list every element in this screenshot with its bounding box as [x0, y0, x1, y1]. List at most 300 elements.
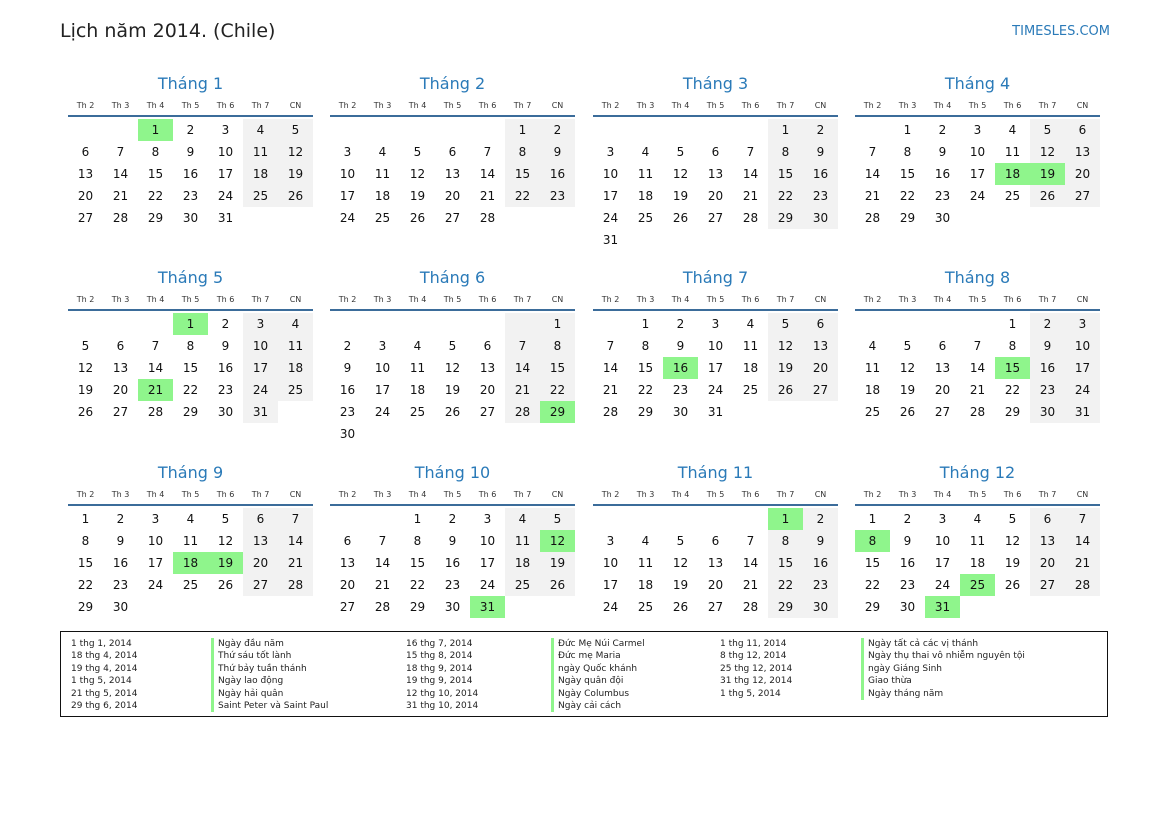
empty-cell [733, 119, 768, 141]
day-cell: 24 [479, 578, 496, 592]
weekday-label: Th 2 [338, 101, 357, 110]
weekday-label: Th 3 [111, 101, 130, 110]
weekday-label: Th 6 [216, 490, 235, 499]
month-block [855, 267, 1100, 423]
empty-cell [68, 313, 103, 335]
day-cell: 16 [182, 167, 199, 181]
weekday-label: Th 7 [776, 490, 795, 499]
empty-cell [505, 207, 540, 229]
day-cell: 9 [1030, 335, 1065, 357]
week-row [330, 552, 575, 574]
empty-cell [768, 229, 803, 251]
day-cell: 29 [637, 405, 654, 419]
day-cell: 9 [540, 141, 575, 163]
weekday-header [593, 291, 838, 308]
day-cell: 23 [803, 185, 838, 207]
day-cell: 28 [742, 600, 759, 614]
day-cell: 17 [243, 357, 278, 379]
weekday-label: Th 6 [1003, 295, 1022, 304]
day-cell: 24 [339, 211, 356, 225]
day-cell: 7 [1065, 508, 1100, 530]
day-cell: 18 [409, 383, 426, 397]
day-cell: 27 [1065, 185, 1100, 207]
day-cell: 27 [339, 600, 356, 614]
day-cell: 18 [374, 189, 391, 203]
holiday-day-cell: 1 [768, 508, 803, 530]
day-cell: 15 [899, 167, 916, 181]
day-cell: 18 [742, 361, 759, 375]
day-cell: 22 [637, 383, 654, 397]
day-cell: 2 [803, 119, 838, 141]
legend-holiday-name: Thứ bảy tuần thánh [211, 663, 328, 675]
day-cell: 6 [803, 313, 838, 335]
day-cell: 27 [479, 405, 496, 419]
empty-cell [890, 313, 925, 335]
week-row [68, 207, 313, 229]
week-row [593, 119, 838, 141]
legend-holiday-name: Saint Peter và Saint Paul [211, 700, 328, 712]
weekday-label: Th 3 [898, 490, 917, 499]
day-cell: 21 [602, 383, 619, 397]
weekday-label: Th 2 [863, 490, 882, 499]
day-cell: 20 [77, 189, 94, 203]
day-cell: 17 [1065, 357, 1100, 379]
day-cell: 31 [602, 233, 619, 247]
month-title: Tháng 6 [419, 268, 486, 287]
day-cell: 27 [707, 211, 724, 225]
day-cell: 23 [672, 383, 689, 397]
day-cell: 4 [641, 534, 650, 548]
month-block [68, 462, 313, 618]
day-cell: 10 [217, 145, 234, 159]
weekday-label: Th 2 [601, 101, 620, 110]
day-cell: 23 [899, 578, 916, 592]
day-cell: 4 [278, 313, 313, 335]
header-rule [68, 504, 313, 506]
day-cell: 16 [444, 556, 461, 570]
day-cell: 2 [540, 119, 575, 141]
day-cell: 22 [147, 189, 164, 203]
day-cell: 21 [742, 578, 759, 592]
week-row [593, 141, 838, 163]
week-row [68, 335, 313, 357]
weekday-label: Th 7 [1038, 490, 1057, 499]
weekday-label: Th 6 [1003, 490, 1022, 499]
day-cell: 12 [672, 167, 689, 181]
month-title: Tháng 3 [682, 74, 749, 93]
day-cell: 19 [278, 163, 313, 185]
legend-dates-col-3 [720, 638, 792, 700]
day-cell: 22 [182, 383, 199, 397]
day-cell: 5 [676, 145, 685, 159]
header-rule [593, 115, 838, 117]
day-cell: 8 [903, 145, 912, 159]
day-cell: 20 [479, 383, 496, 397]
day-cell: 14 [742, 167, 759, 181]
day-cell: 18 [505, 552, 540, 574]
day-cell: 19 [672, 578, 689, 592]
day-cell: 24 [969, 189, 986, 203]
month-title: Tháng 1 [157, 74, 224, 93]
week-row [330, 574, 575, 596]
week-row [855, 141, 1100, 163]
day-cell: 17 [479, 556, 496, 570]
day-cell: 9 [903, 534, 912, 548]
month-title: Tháng 2 [419, 74, 486, 93]
empty-cell [960, 207, 995, 229]
day-cell: 8 [151, 145, 160, 159]
day-cell: 6 [711, 534, 720, 548]
day-cell: 16 [899, 556, 916, 570]
day-cell: 1 [768, 119, 803, 141]
empty-cell [435, 119, 470, 141]
day-cell: 6 [116, 339, 125, 353]
weekday-label: Th 5 [181, 295, 200, 304]
day-cell: 29 [768, 596, 803, 618]
empty-cell [628, 508, 663, 530]
day-cell: 17 [969, 167, 986, 181]
day-cell: 5 [278, 119, 313, 141]
site-link[interactable]: TIMESLES.COM [1012, 24, 1110, 39]
day-cell: 23 [444, 578, 461, 592]
day-cell: 7 [378, 534, 387, 548]
weekday-label: Th 3 [373, 101, 392, 110]
day-cell: 14 [112, 167, 129, 181]
day-cell: 11 [243, 141, 278, 163]
day-cell: 31 [243, 401, 278, 423]
day-cell: 4 [243, 119, 278, 141]
holiday-day-cell: 15 [995, 357, 1030, 379]
day-cell: 20 [707, 189, 724, 203]
day-cell: 24 [602, 211, 619, 225]
day-cell: 4 [186, 512, 195, 526]
day-cell: 8 [505, 141, 540, 163]
day-cell: 28 [505, 401, 540, 423]
legend-holiday-name: ngày Quốc khánh [551, 663, 645, 675]
empty-cell [1065, 207, 1100, 229]
day-cell: 17 [707, 361, 724, 375]
day-cell: 25 [637, 211, 654, 225]
empty-cell [593, 119, 628, 141]
day-cell: 30 [672, 405, 689, 419]
day-cell: 7 [116, 145, 125, 159]
week-row [855, 335, 1100, 357]
weekday-label: CN [1076, 490, 1089, 499]
day-cell: 31 [1065, 401, 1100, 423]
day-cell: 26 [409, 211, 426, 225]
holiday-day-cell: 18 [173, 552, 208, 574]
day-cell: 13 [707, 556, 724, 570]
empty-cell [208, 596, 243, 618]
day-cell: 14 [505, 357, 540, 379]
day-cell: 11 [182, 534, 199, 548]
day-cell: 23 [182, 189, 199, 203]
weekday-header [855, 291, 1100, 308]
empty-cell [435, 313, 470, 335]
day-cell: 15 [409, 556, 426, 570]
legend-date: 15 thg 8, 2014 [406, 651, 473, 662]
month-title: Tháng 10 [414, 463, 491, 482]
weekday-label: Th 5 [706, 490, 725, 499]
empty-cell [698, 508, 733, 530]
day-cell: 6 [81, 145, 90, 159]
empty-cell [663, 119, 698, 141]
week-row [855, 163, 1100, 185]
day-cell: 2 [343, 339, 352, 353]
empty-cell [505, 313, 540, 335]
legend-holiday-name: Ngày đầu năm [211, 638, 328, 650]
month-block [593, 267, 838, 423]
day-cell: 2 [803, 508, 838, 530]
week-row [330, 530, 575, 552]
day-cell: 26 [444, 405, 461, 419]
legend-date: 25 thg 12, 2014 [720, 663, 793, 674]
empty-cell [505, 423, 540, 445]
empty-cell [1030, 596, 1065, 618]
day-cell: 14 [969, 361, 986, 375]
weekday-header [330, 486, 575, 503]
header-rule [855, 309, 1100, 311]
legend-names-col-2 [551, 638, 645, 712]
legend-holiday-name: Ngày tất cả các vị thánh [861, 638, 1025, 650]
day-cell: 24 [602, 600, 619, 614]
weekday-label: Th 5 [968, 490, 987, 499]
empty-cell [698, 119, 733, 141]
weekday-label: Th 3 [636, 101, 655, 110]
day-cell: 13 [934, 361, 951, 375]
holiday-day-cell: 16 [663, 357, 698, 379]
day-cell: 14 [742, 556, 759, 570]
day-cell: 22 [77, 578, 94, 592]
legend-holiday-name: Ngày cải cách [551, 700, 645, 712]
week-row [68, 574, 313, 596]
day-cell: 21 [1065, 552, 1100, 574]
day-cell: 1 [540, 313, 575, 335]
empty-cell [995, 596, 1030, 618]
legend-date: 1 thg 5, 2014 [71, 676, 132, 687]
month-title: Tháng 9 [157, 463, 224, 482]
day-cell: 17 [374, 383, 391, 397]
weekday-label: Th 6 [741, 101, 760, 110]
day-cell: 30 [934, 211, 951, 225]
day-cell: 13 [112, 361, 129, 375]
day-cell: 3 [938, 512, 947, 526]
day-cell: 31 [217, 211, 234, 225]
day-cell: 18 [637, 189, 654, 203]
day-cell: 23 [112, 578, 129, 592]
day-cell: 3 [973, 123, 982, 137]
empty-cell [733, 229, 768, 251]
day-cell: 19 [77, 383, 94, 397]
day-cell: 9 [116, 534, 125, 548]
week-row [68, 313, 313, 335]
holiday-day-cell: 18 [995, 163, 1030, 185]
empty-cell [663, 508, 698, 530]
day-cell: 7 [746, 534, 755, 548]
day-cell: 24 [217, 189, 234, 203]
week-row [593, 207, 838, 229]
weekday-label: CN [551, 295, 564, 304]
empty-cell [103, 119, 138, 141]
day-cell: 17 [934, 556, 951, 570]
week-row [68, 508, 313, 530]
holiday-day-cell: 25 [960, 574, 995, 596]
legend-holiday-name: Ngày lao động [211, 675, 328, 687]
day-cell: 4 [641, 145, 650, 159]
holiday-day-cell: 8 [855, 530, 890, 552]
day-cell: 10 [147, 534, 164, 548]
day-cell: 26 [1004, 578, 1021, 592]
month-block [68, 73, 313, 229]
week-row [855, 379, 1100, 401]
day-cell: 21 [742, 189, 759, 203]
day-cell: 19 [540, 552, 575, 574]
week-row [330, 508, 575, 530]
day-cell: 19 [409, 189, 426, 203]
month-block [330, 462, 575, 618]
day-cell: 15 [77, 556, 94, 570]
day-cell: 2 [938, 123, 947, 137]
week-row [593, 552, 838, 574]
day-cell: 12 [77, 361, 94, 375]
day-cell: 6 [243, 508, 278, 530]
day-cell: 26 [540, 574, 575, 596]
day-cell: 4 [505, 508, 540, 530]
day-cell: 20 [1030, 552, 1065, 574]
weekday-label: Th 3 [373, 295, 392, 304]
day-cell: 31 [707, 405, 724, 419]
day-cell: 3 [606, 534, 615, 548]
weekday-label: Th 4 [408, 295, 427, 304]
month-title: Tháng 11 [677, 463, 754, 482]
day-cell: 17 [339, 189, 356, 203]
weekday-label: Th 4 [671, 490, 690, 499]
legend-date: 18 thg 4, 2014 [71, 651, 138, 662]
day-cell: 8 [768, 141, 803, 163]
day-cell: 10 [707, 339, 724, 353]
day-cell: 15 [147, 167, 164, 181]
week-row [330, 207, 575, 229]
day-cell: 24 [147, 578, 164, 592]
day-cell: 10 [374, 361, 391, 375]
empty-cell [768, 401, 803, 423]
empty-cell [470, 119, 505, 141]
month-block [593, 73, 838, 251]
day-cell: 14 [147, 361, 164, 375]
week-row [68, 163, 313, 185]
day-cell: 6 [448, 145, 457, 159]
weekday-label: Th 7 [251, 295, 270, 304]
day-cell: 26 [1030, 185, 1065, 207]
day-cell: 29 [77, 600, 94, 614]
day-cell: 21 [479, 189, 496, 203]
weekday-label: Th 5 [181, 490, 200, 499]
day-cell: 10 [969, 145, 986, 159]
day-cell: 12 [1004, 534, 1021, 548]
empty-cell [540, 423, 575, 445]
weekday-label: Th 6 [1003, 101, 1022, 110]
day-cell: 19 [672, 189, 689, 203]
week-row [593, 229, 838, 251]
day-cell: 4 [746, 317, 755, 331]
day-cell: 5 [903, 339, 912, 353]
header-rule [855, 115, 1100, 117]
day-cell: 17 [602, 578, 619, 592]
weekday-label: Th 4 [671, 101, 690, 110]
week-row [593, 313, 838, 335]
day-cell: 10 [243, 335, 278, 357]
empty-cell [278, 401, 313, 423]
weekday-label: CN [289, 101, 302, 110]
empty-cell [995, 207, 1030, 229]
weekday-label: Th 6 [216, 295, 235, 304]
day-cell: 8 [1008, 339, 1017, 353]
weekday-label: Th 4 [408, 490, 427, 499]
week-row [330, 357, 575, 379]
legend-date: 12 thg 10, 2014 [406, 688, 479, 699]
weekday-label: Th 6 [741, 490, 760, 499]
day-cell: 13 [707, 167, 724, 181]
week-row [855, 596, 1100, 618]
day-cell: 27 [1030, 574, 1065, 596]
day-cell: 22 [1004, 383, 1021, 397]
header-rule [855, 504, 1100, 506]
legend-date: 16 thg 7, 2014 [406, 639, 473, 649]
empty-cell [540, 207, 575, 229]
day-cell: 14 [864, 167, 881, 181]
weekday-label: Th 7 [513, 490, 532, 499]
week-row [330, 163, 575, 185]
weekday-header [68, 291, 313, 308]
day-cell: 11 [742, 339, 759, 353]
week-row [855, 357, 1100, 379]
day-cell: 27 [243, 574, 278, 596]
day-cell: 18 [864, 383, 881, 397]
day-cell: 1 [903, 123, 912, 137]
week-row [330, 423, 575, 445]
day-cell: 26 [899, 405, 916, 419]
weekday-header [593, 486, 838, 503]
day-cell: 20 [707, 578, 724, 592]
day-cell: 16 [339, 383, 356, 397]
day-cell: 9 [448, 534, 457, 548]
day-cell: 9 [221, 339, 230, 353]
weekday-label: Th 5 [968, 295, 987, 304]
day-cell: 21 [278, 552, 313, 574]
empty-cell [400, 119, 435, 141]
day-cell: 1 [641, 317, 650, 331]
day-cell: 6 [483, 339, 492, 353]
weekday-label: Th 5 [181, 101, 200, 110]
weekday-label: Th 7 [251, 490, 270, 499]
weekday-label: Th 4 [146, 101, 165, 110]
day-cell: 13 [243, 530, 278, 552]
day-cell: 13 [803, 335, 838, 357]
week-row [330, 379, 575, 401]
day-cell: 20 [112, 383, 129, 397]
weekday-label: Th 5 [443, 295, 462, 304]
weekday-label: CN [289, 295, 302, 304]
day-cell: 9 [803, 530, 838, 552]
day-cell: 30 [112, 600, 129, 614]
empty-cell [243, 207, 278, 229]
month-title: Tháng 4 [944, 74, 1011, 93]
day-cell: 10 [602, 167, 619, 181]
day-cell: 14 [602, 361, 619, 375]
empty-cell [628, 119, 663, 141]
weekday-label: Th 3 [636, 490, 655, 499]
empty-cell [365, 508, 400, 530]
